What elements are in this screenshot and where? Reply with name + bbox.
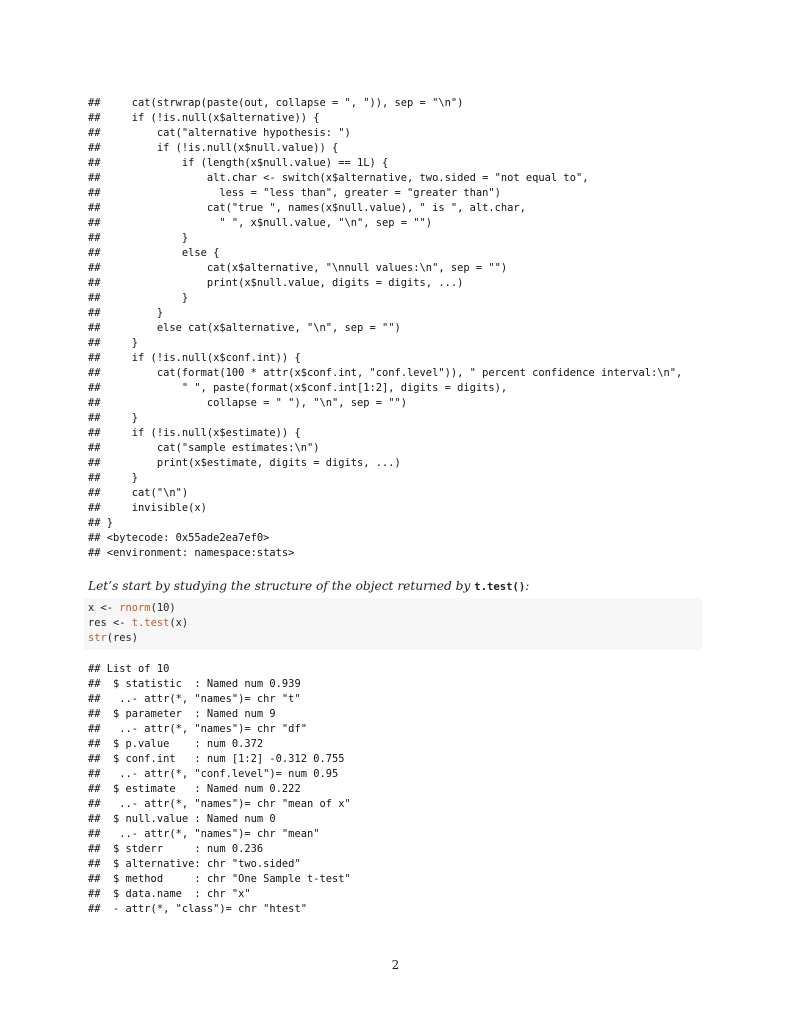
source-token: (x) — [169, 617, 189, 629]
source-code-chunk — [84, 598, 702, 650]
code-line: ## cat("sample estimates:\n") — [88, 442, 320, 454]
source-line — [88, 602, 176, 614]
code-line: ## } — [88, 292, 189, 304]
code-line: ## if (length(x$null.value) == 1L) { — [88, 157, 389, 169]
code-line: ## " ", paste(format(x$conf.int[1:2], digits = digits), — [88, 382, 508, 394]
code-line: ## $ conf.int : num [1:2] -0.312 0.755 — [88, 753, 345, 765]
code-line: ## print(x$estimate, digits = digits, ...) — [88, 457, 401, 469]
code-line: ## List of 10 — [88, 663, 170, 675]
code-line: ## } — [88, 307, 164, 319]
page-number: 2 — [391, 958, 400, 972]
code-line: ## - attr(*, "class")= chr "htest" — [88, 903, 307, 915]
code-line: ## cat("alternative hypothesis: ") — [88, 127, 351, 139]
source-line — [88, 617, 188, 629]
source-line — [88, 632, 138, 644]
code-line: ## cat(strwrap(paste(out, collapse = ", ")), sep = "\n") — [88, 97, 464, 109]
code-line: ## print(x$null.value, digits = digits, ...) — [88, 277, 464, 289]
prose-suffix: : — [525, 579, 530, 593]
code-line: ## invisible(x) — [88, 502, 207, 514]
code-line: ## cat(format(100 * attr(x$conf.int, "conf.level")), " percent confidence interval:\n", — [88, 367, 683, 379]
code-line: ## $ parameter : Named num 9 — [88, 708, 276, 720]
code-line: ## $ method : chr "One Sample t-test" — [88, 873, 351, 885]
code-line: ## ..- attr(*, "names")= chr "df" — [88, 723, 307, 735]
code-line: ## cat("true ", names(x$null.value), " is ", alt.char, — [88, 202, 526, 214]
code-line: ## $ data.name : chr "x" — [88, 888, 251, 900]
code-line: ## $ null.value : Named num 0 — [88, 813, 276, 825]
code-line: ## if (!is.null(x$estimate)) { — [88, 427, 301, 439]
prose-paragraph — [88, 579, 529, 593]
code-line: ## } — [88, 472, 139, 484]
code-line: ## if (!is.null(x$alternative)) { — [88, 112, 320, 124]
code-line: ## $ alternative: chr "two.sided" — [88, 858, 301, 870]
code-line: ## alt.char <- switch(x$alternative, two.sided = "not equal to", — [88, 172, 589, 184]
code-line: ## less = "less than", greater = "greater than") — [88, 187, 501, 199]
source-token: x <- — [88, 602, 120, 614]
code-line: ## ..- attr(*, "conf.level")= num 0.95 — [88, 768, 339, 780]
code-line: ## } — [88, 412, 139, 424]
function-name: rnorm — [119, 602, 151, 614]
code-line: ## if (!is.null(x$conf.int)) { — [88, 352, 301, 364]
code-line: ## $ estimate : Named num 0.222 — [88, 783, 301, 795]
code-line: ## " ", x$null.value, "\n", sep = "") — [88, 217, 433, 229]
code-line: ## else { — [88, 247, 220, 259]
code-line: ## ..- attr(*, "names")= chr "mean of x" — [88, 798, 351, 810]
code-line: ## if (!is.null(x$null.value)) { — [88, 142, 339, 154]
code-line: ## collapse = " "), "\n", sep = "") — [88, 397, 408, 409]
code-line: ## $ stderr : num 0.236 — [88, 843, 264, 855]
source-token: (res) — [106, 632, 139, 644]
function-name: t.test — [131, 617, 170, 629]
code-line: ## <bytecode: 0x55ade2ea7ef0> — [88, 532, 270, 544]
code-line: ## $ p.value : num 0.372 — [88, 738, 264, 750]
code-output-print-htest — [88, 96, 682, 561]
source-token: (10) — [150, 602, 176, 614]
code-line: ## <environment: namespace:stats> — [88, 547, 295, 559]
code-line: ## } — [88, 517, 114, 529]
code-line: ## cat(x$alternative, "\nnull values:\n", sep = "") — [88, 262, 508, 274]
prose-text: Let’s start by studying the structure of the object returned by — [88, 579, 475, 593]
code-line: ## cat("\n") — [88, 487, 189, 499]
inline-code-t-test: t.test() — [474, 581, 526, 593]
code-line: ## else cat(x$alternative, "\n", sep = "") — [88, 322, 401, 334]
code-line: ## $ statistic : Named num 0.939 — [88, 678, 301, 690]
code-line: ## } — [88, 337, 139, 349]
code-line: ## ..- attr(*, "names")= chr "t" — [88, 693, 301, 705]
code-line: ## ..- attr(*, "names")= chr "mean" — [88, 828, 320, 840]
function-name: str — [88, 632, 107, 644]
code-output-str-res — [88, 662, 351, 917]
source-code — [88, 601, 702, 646]
code-line: ## } — [88, 232, 189, 244]
source-token: res <- — [88, 617, 132, 629]
